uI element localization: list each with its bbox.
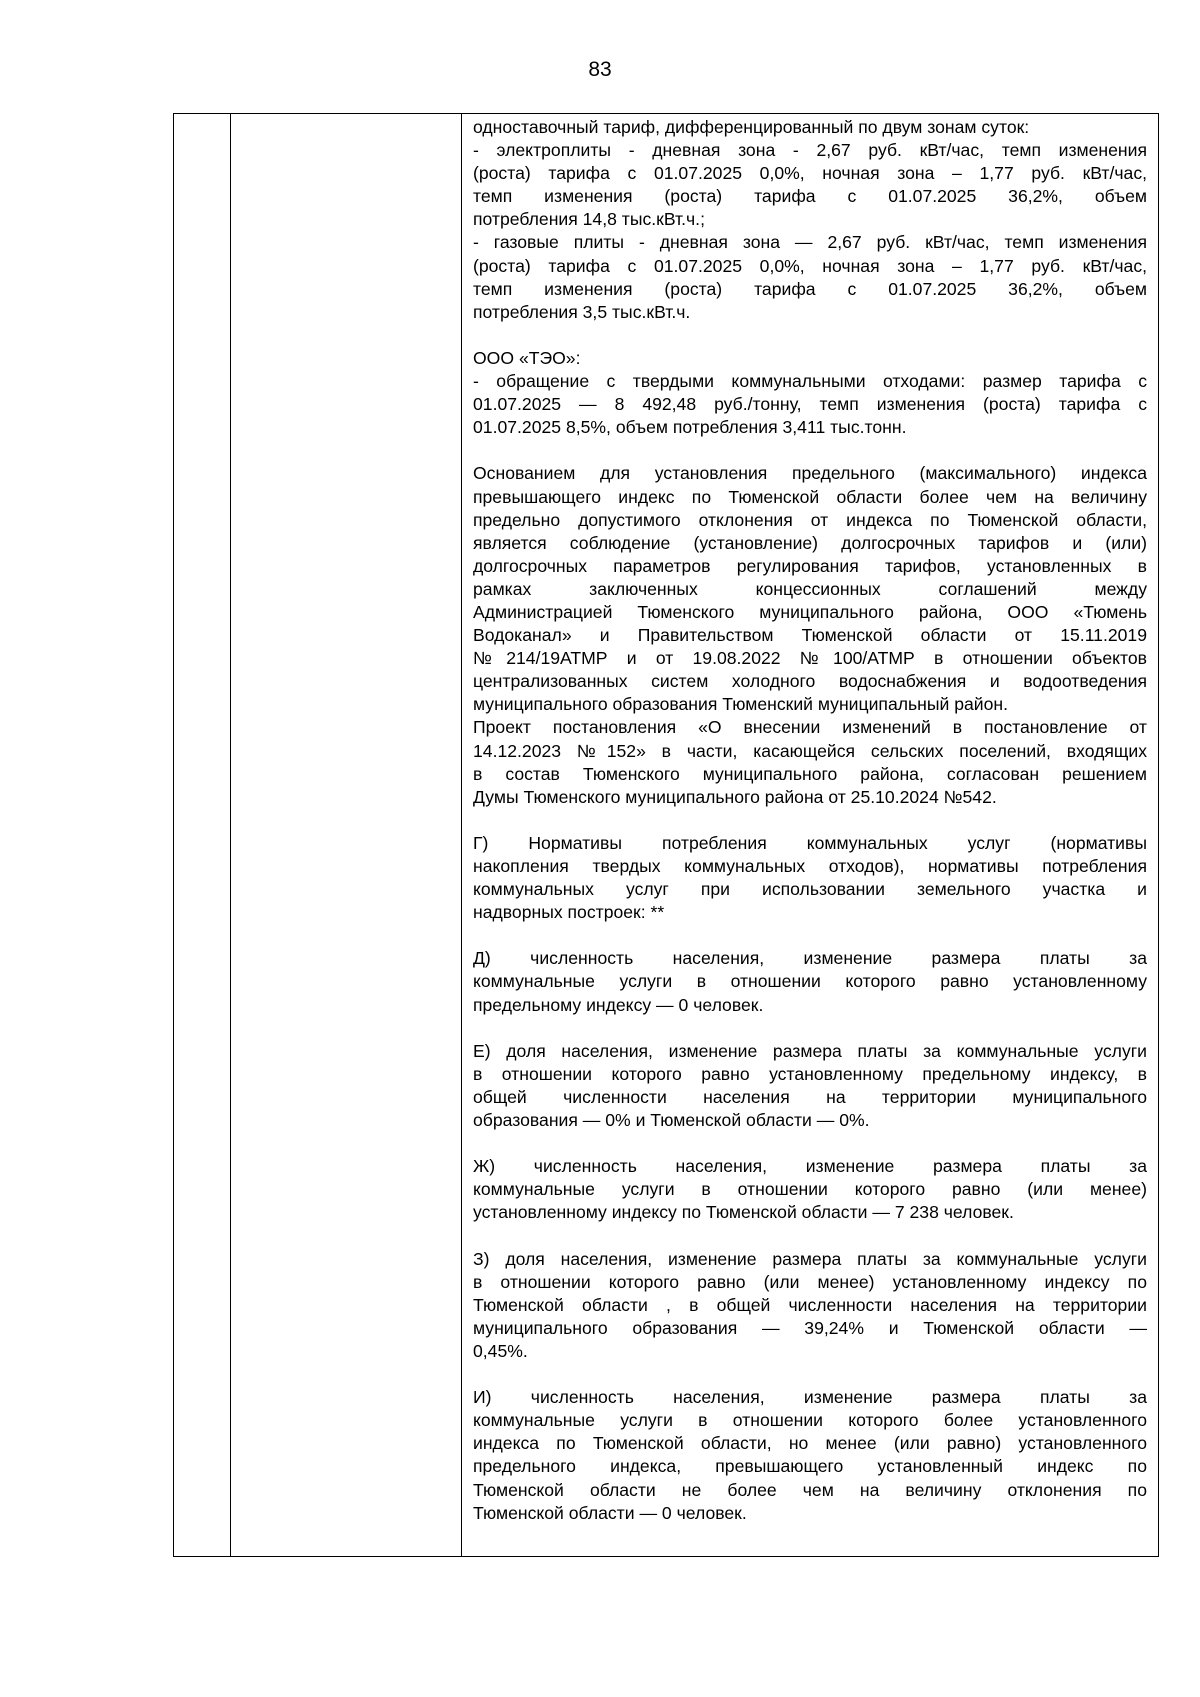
text-line: является соблюдение (установление) долгосрочных тарифов и (или) xyxy=(473,532,1147,553)
text-line: Администрацией Тюменского муниципального района, ООО «Тюмень xyxy=(473,601,1147,622)
text-line: предельному индексу — 0 человек. xyxy=(473,994,764,1015)
text-line: Тюменской области , в общей численности населения на территории xyxy=(473,1294,1147,1315)
text-line: Проект постановления «О внесении изменений в постановление от xyxy=(473,717,1147,738)
teo-paragraph xyxy=(473,347,1147,439)
text-line: темп изменения (роста) тарифа с 01.07.2025 36,2%, объем xyxy=(473,186,1147,207)
document-table xyxy=(173,113,1159,1557)
text-line: потребления 3,5 тыс.кВт.ч. xyxy=(473,301,691,322)
section-i-paragraph xyxy=(473,1386,1147,1525)
text-line: централизованных систем холодного водоснабжения и водоотведения xyxy=(473,671,1147,692)
text-line: предельного индекса, превышающего установленный индекс по xyxy=(473,1456,1147,1477)
section-zh-paragraph xyxy=(473,1155,1147,1224)
text-line: Г) Нормативы потребления коммунальных услуг (нормативы xyxy=(473,832,1147,853)
text-line: муниципального образования — 39,24% и Тюменской области — xyxy=(473,1317,1147,1338)
text-line: темп изменения (роста) тарифа с 01.07.2025 36,2%, объем xyxy=(473,278,1147,299)
text-line: 01.07.2025 — 8 492,48 руб./тонну, темп изменения (роста) тарифа с xyxy=(473,394,1147,415)
text-line: установленному индексу по Тюменской области — 7 238 человек. xyxy=(473,1202,1014,1223)
text-line: рамках заключенных концессионных соглашений между xyxy=(473,578,1147,599)
basis-paragraph xyxy=(473,462,1147,808)
text-line: предельно допустимого отклонения от индекса по Тюменской области, xyxy=(473,509,1147,530)
text-line: коммунальные услуги в отношении которого более установленного xyxy=(473,1410,1147,1431)
column-divider-2 xyxy=(461,114,462,1556)
text-line: 01.07.2025 8,5%, объем потребления 3,411 тыс.тонн. xyxy=(473,417,907,438)
text-line: муниципального образования Тюменский муниципальный район. xyxy=(473,694,1009,715)
page-number: 83 xyxy=(588,58,612,81)
section-e-paragraph xyxy=(473,1040,1147,1132)
text-line: Водоканал» и Правительством Тюменской области от 15.11.2019 xyxy=(473,625,1147,646)
text-line: одноставочный тариф, дифференцированный по двум зонам суток: xyxy=(473,117,1030,137)
text-line: Основанием для установления предельного (максимального) индекса xyxy=(473,463,1147,484)
text-line: долгосрочных параметров регулирования тарифов, установленных в xyxy=(473,555,1147,576)
text-line: превышающего индекс по Тюменской области более чем на величину xyxy=(473,486,1147,507)
text-line: Тюменской области — 0 человек. xyxy=(473,1502,747,1523)
text-line: потребления 14,8 тыс.кВт.ч.; xyxy=(473,209,705,230)
text-line: 14.12.2023 №152» в части, касающейся сельских поселений, входящих xyxy=(473,740,1147,761)
text-line: - обращение с твердыми коммунальными отходами: размер тарифа с xyxy=(473,371,1147,392)
text-line: Ж) численность населения, изменение размера платы за xyxy=(473,1156,1147,1177)
text-line: Е) доля населения, изменение размера платы за коммунальные услуги xyxy=(473,1040,1147,1061)
text-line: накопления твердых коммунальных отходов), нормативы потребления xyxy=(473,856,1147,876)
text-line: в отношении которого равно (или менее) установленному индексу по xyxy=(473,1271,1147,1292)
text-line: И) численность населения, изменение размера платы за xyxy=(473,1387,1147,1408)
text-line: коммунальные услуги в отношении которого равно (или менее) xyxy=(473,1179,1147,1200)
text-line: общей численности населения на территории муниципального xyxy=(473,1086,1147,1107)
text-line: ООО «ТЭО»: xyxy=(473,347,581,368)
text-line: - газовые плиты - дневная зона — 2,67 руб. кВт/час, темп изменения xyxy=(473,232,1147,253)
text-line: З) доля населения, изменение размера платы за коммунальные услуги xyxy=(473,1248,1147,1269)
text-line: Д) численность населения, изменение размера платы за xyxy=(473,948,1147,969)
text-line: №214/19АТМР и от 19.08.2022 №100/АТМР в отношении объектов xyxy=(473,648,1147,669)
text-line: (роста) тарифа с 01.07.2025 0,0%, ночная зона – 1,77 руб. кВт/час, xyxy=(473,163,1147,184)
section-z-paragraph xyxy=(473,1248,1147,1363)
text-line: коммунальные услуги в отношении которого равно установленному xyxy=(473,971,1147,992)
text-line: 0,45%. xyxy=(473,1340,528,1361)
text-line: в отношении которого равно установленному предельному индексу, в xyxy=(473,1063,1147,1084)
text-line: коммунальных услуг при использовании земельного участка и xyxy=(473,879,1147,900)
text-line: в состав Тюменского муниципального района, согласован решением xyxy=(473,763,1147,784)
text-line: Думы Тюменского муниципального района от 25.10.2024 №542. xyxy=(473,786,997,807)
section-d-paragraph xyxy=(473,947,1147,1016)
column-divider-1 xyxy=(230,114,231,1556)
text-line: образования — 0% и Тюменской области — 0%. xyxy=(473,1110,870,1131)
text-line: индекса по Тюменской области, но менее (или равно) установленного xyxy=(473,1433,1147,1454)
text-line: - электроплиты - дневная зона - 2,67 руб. кВт/час, темп изменения xyxy=(473,140,1147,161)
text-line: Тюменской области не более чем на величину отклонения по xyxy=(473,1479,1147,1500)
tariff-paragraph xyxy=(473,116,1147,324)
section-g-paragraph xyxy=(473,832,1147,924)
content-cell xyxy=(473,116,1147,1525)
text-line: (роста) тарифа с 01.07.2025 0,0%, ночная зона – 1,77 руб. кВт/час, xyxy=(473,255,1147,276)
text-line: надворных построек: ** xyxy=(473,902,665,923)
